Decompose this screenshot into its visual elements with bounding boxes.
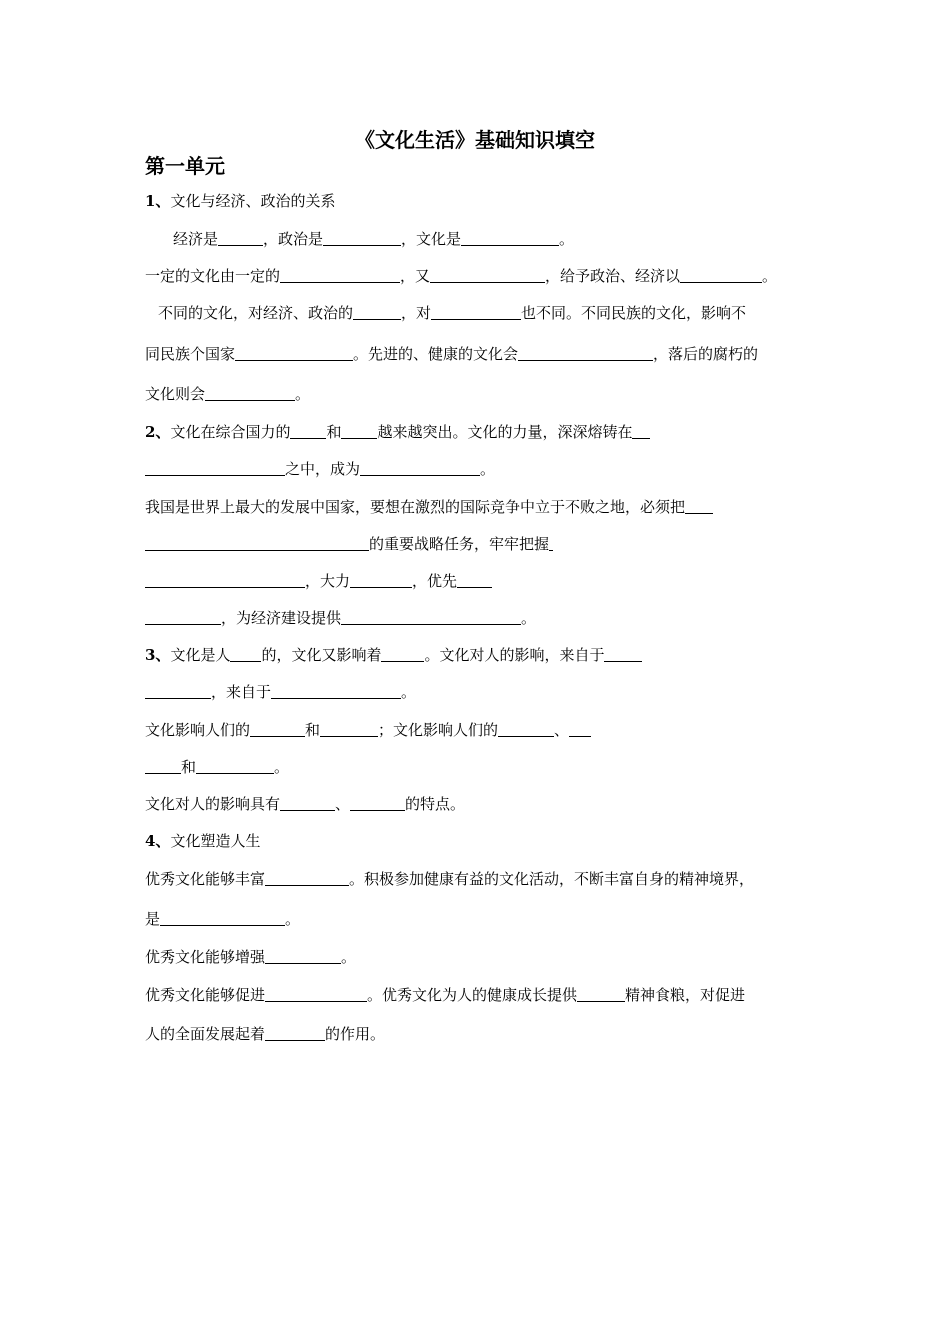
question-line	[145, 1023, 385, 1045]
text: 的重要战略任务，牢牢把握	[369, 535, 550, 553]
answer-blank[interactable]	[323, 230, 401, 246]
text: 的作用。	[325, 1025, 386, 1043]
question-line	[145, 756, 289, 778]
answer-blank[interactable]	[680, 267, 762, 283]
text: 。文化对人的影响，来自于	[424, 646, 605, 664]
answer-blank[interactable]	[569, 721, 591, 737]
answer-blank[interactable]	[457, 572, 492, 588]
answer-blank[interactable]	[160, 910, 285, 926]
text: 经济是	[173, 230, 219, 248]
answer-blank[interactable]	[280, 795, 335, 811]
answer-blank[interactable]	[604, 646, 642, 662]
unit-heading: 第一单元	[145, 154, 225, 178]
answer-blank[interactable]	[145, 460, 285, 476]
text: 也不同。不同民族的文化，影响不	[521, 304, 747, 322]
text: 。	[295, 385, 311, 403]
answer-blank[interactable]	[145, 758, 181, 774]
text: ，政治是	[263, 230, 324, 248]
text: 。	[480, 460, 496, 478]
answer-blank[interactable]	[431, 304, 521, 320]
text: 精神食粮，对促进	[625, 986, 746, 1004]
text: ，为经济建设提供	[221, 609, 342, 627]
answer-blank[interactable]	[341, 609, 521, 625]
text: 同民族个国家	[145, 345, 236, 363]
answer-blank[interactable]	[265, 948, 341, 964]
text: 越来越突出。文化的力量，深深熔铸在	[377, 423, 633, 441]
answer-blank[interactable]	[360, 460, 480, 476]
answer-blank[interactable]	[145, 609, 221, 625]
text: 。	[401, 683, 417, 701]
text: 一定的文化由一定的	[145, 267, 281, 285]
section-number: 3、	[145, 646, 171, 664]
question-line	[145, 383, 310, 405]
text: 文化是人	[170, 646, 231, 664]
answer-blank[interactable]	[350, 795, 405, 811]
answer-blank[interactable]	[205, 385, 295, 401]
section-title: 文化塑造人生	[170, 832, 261, 850]
text: 我国是世界上最大的发展中国家，要想在激烈的国际竞争中立于不败之地，必须把	[145, 498, 686, 516]
section-number: 4、	[145, 832, 171, 850]
answer-blank[interactable]	[250, 721, 305, 737]
text: 。优秀文化为人的健康成长提供	[367, 986, 578, 1004]
question-line	[158, 302, 746, 324]
section-1-heading	[145, 190, 335, 212]
answer-blank[interactable]	[685, 498, 713, 514]
text: 优秀文化能够丰富	[145, 870, 266, 888]
text: 文化则会	[145, 385, 206, 403]
answer-blank[interactable]	[430, 267, 545, 283]
text: ；文化影响人们的	[378, 721, 499, 739]
text: 人的全面发展起着	[145, 1025, 266, 1043]
question-line	[145, 458, 495, 480]
text: 。	[274, 758, 290, 776]
text: ，来自于	[211, 683, 272, 701]
question-line	[145, 719, 591, 741]
answer-blank[interactable]	[350, 572, 412, 588]
answer-blank[interactable]	[381, 646, 424, 662]
answer-blank[interactable]	[280, 267, 400, 283]
text: ，大力	[305, 572, 351, 590]
question-line	[145, 644, 642, 666]
text: ，文化是	[401, 230, 462, 248]
text: 文化对人的影响具有	[145, 795, 281, 813]
answer-blank[interactable]	[341, 423, 377, 439]
section-number: 2、	[145, 423, 171, 441]
answer-blank[interactable]	[320, 721, 378, 737]
text: 的特点。	[405, 795, 466, 813]
question-line	[145, 681, 416, 703]
text: 、	[335, 795, 351, 813]
question-line	[145, 946, 356, 968]
question-line	[145, 496, 713, 518]
text: ，又	[400, 267, 431, 285]
text: 不同的文化，对经济、政治的	[158, 304, 354, 322]
answer-blank[interactable]	[218, 230, 263, 246]
question-line	[173, 228, 574, 250]
text: 优秀文化能够增强	[145, 948, 266, 966]
answer-blank[interactable]	[271, 683, 401, 699]
answer-blank[interactable]	[461, 230, 559, 246]
text: 。先进的、健康的文化会	[353, 345, 519, 363]
answer-blank[interactable]	[498, 721, 554, 737]
answer-blank[interactable]	[353, 304, 401, 320]
answer-blank[interactable]	[549, 535, 553, 551]
text: ，对	[401, 304, 432, 322]
page-title: 《文化生活》基础知识填空	[355, 128, 595, 152]
text: 。	[521, 609, 537, 627]
answer-blank[interactable]	[265, 1025, 325, 1041]
text: ，落后的腐朽的	[653, 345, 759, 363]
answer-blank[interactable]	[265, 986, 367, 1002]
text: 。积极参加健康有益的文化活动，不断丰富自身的精神境界，	[349, 870, 755, 888]
question-line	[145, 868, 754, 890]
question-line	[145, 984, 745, 1006]
question-line	[145, 908, 300, 930]
text: 优秀文化能够促进	[145, 986, 266, 1004]
question-line	[145, 343, 758, 365]
answer-blank[interactable]	[196, 758, 274, 774]
text: 。	[559, 230, 575, 248]
question-line	[145, 793, 465, 815]
text: 和	[326, 423, 342, 441]
question-line	[145, 570, 492, 592]
question-line	[145, 533, 553, 555]
text: 的，文化又影响着	[261, 646, 382, 664]
answer-blank[interactable]	[577, 986, 625, 1002]
text: 之中，成为	[285, 460, 361, 478]
text: 。	[285, 910, 301, 928]
answer-blank[interactable]	[265, 870, 349, 886]
question-line	[145, 421, 650, 443]
answer-blank[interactable]	[235, 345, 353, 361]
text: 文化在综合国力的	[170, 423, 291, 441]
section-number: 1、	[145, 192, 171, 210]
answer-blank[interactable]	[518, 345, 653, 361]
section-4-heading	[145, 830, 260, 852]
question-line	[145, 607, 536, 629]
text: 。	[762, 267, 778, 285]
section-title: 文化与经济、政治的关系	[170, 192, 336, 210]
answer-blank[interactable]	[230, 646, 261, 662]
text: 和	[305, 721, 321, 739]
text: 。	[341, 948, 357, 966]
answer-blank[interactable]	[145, 535, 369, 551]
answer-blank[interactable]	[632, 423, 650, 439]
text: 和	[181, 758, 197, 776]
answer-blank[interactable]	[290, 423, 326, 439]
text: 是	[145, 910, 161, 928]
text: ，优先	[412, 572, 458, 590]
text: 、	[554, 721, 570, 739]
text: 文化影响人们的	[145, 721, 251, 739]
question-line	[145, 265, 777, 287]
answer-blank[interactable]	[145, 683, 211, 699]
text: ，给予政治、经济以	[545, 267, 681, 285]
answer-blank[interactable]	[145, 572, 305, 588]
